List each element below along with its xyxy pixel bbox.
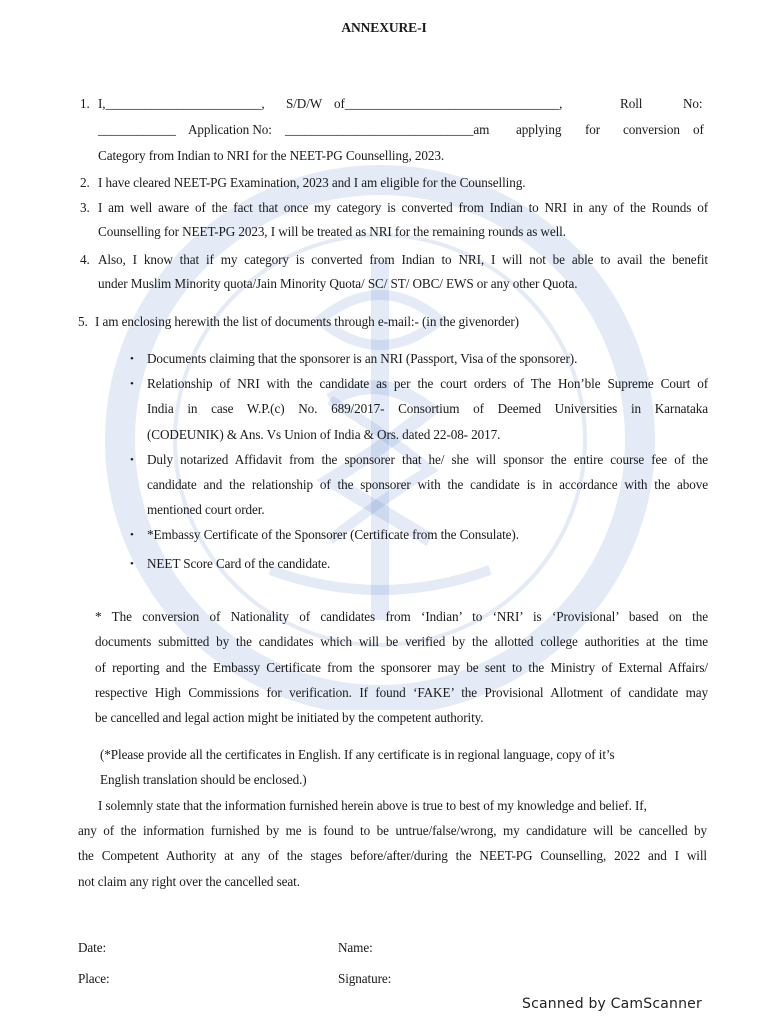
provisional-note: of reporting and the Embassy Certificate from the sponsorer may be sent to the Ministry of External Affairs/ xyxy=(95,660,708,675)
roll-blank: ____________ xyxy=(98,122,176,137)
item-number: 4. xyxy=(80,252,90,267)
item-text: I have cleared NEET-PG Examination, 2023 and I am eligible for the Counselling. xyxy=(98,175,526,190)
signature-label: Signature: xyxy=(338,971,392,986)
item-number: 3. xyxy=(80,200,90,215)
parent-field-label: of_________________________________, xyxy=(334,96,563,111)
bullet-text: NEET Score Card of the candidate. xyxy=(147,556,331,571)
english-note: English translation should be enclosed.) xyxy=(100,772,307,787)
declaration-text: not claim any right over the cancelled seat. xyxy=(78,874,300,889)
document-title: ANNEXURE-I xyxy=(341,20,427,35)
bullet-text: (CODEUNIK) & Ans. Vs Union of India & Ors. dated 22-08- 2017. xyxy=(147,427,501,442)
item-text: Also, I know that if my category is converted from Indian to NRI, I will not be able to avail the benefit xyxy=(98,252,708,267)
provisional-note: respective High Commissions for verification. If found ‘FAKE’ the Provisional Allotment of candidate may xyxy=(95,685,708,700)
bullet-text: Documents claiming that the sponsorer is an NRI (Passport, Visa of the sponsorer). xyxy=(147,351,578,366)
word: conversion xyxy=(623,122,680,137)
place-label: Place: xyxy=(78,971,110,986)
bullet-icon: • xyxy=(130,378,134,390)
provisional-note: documents submitted by the candidates which will be verified by the allotted college authorities at the time xyxy=(95,634,708,649)
item-text: I am well aware of the fact that once my category is converted from Indian to NRI in any of the Rounds of xyxy=(98,200,708,215)
bullet-icon: • xyxy=(130,454,134,466)
application-no-label: Application No: xyxy=(188,122,272,137)
declaration-text: the Competent Authority at any of the stages before/after/during the NEET-PG Counselling, 2022 and I will xyxy=(78,848,707,863)
bullet-text: mentioned court order. xyxy=(147,502,265,517)
bullet-text: candidate and the relationship of the sponsorer with the candidate is in accordance with the above xyxy=(147,477,708,492)
item-text: Category from Indian to NRI for the NEET-PG Counselling, 2023. xyxy=(98,148,445,163)
name-label: Name: xyxy=(338,940,373,955)
roll-label: Roll xyxy=(620,96,643,111)
bullet-icon: • xyxy=(130,558,134,570)
declaration-text: any of the information furnished by me is found to be untrue/false/wrong, my candidature will be cancelled by xyxy=(78,823,707,838)
bullet-text: Relationship of NRI with the candidate as per the court orders of The Hon’ble Supreme Court of xyxy=(147,376,708,391)
english-note: (*Please provide all the certificates in English. If any certificate is in regional language, copy of it’s xyxy=(100,747,615,762)
application-blank: _____________________________am xyxy=(285,122,490,137)
word: applying xyxy=(516,122,562,137)
item-number: 5. xyxy=(78,314,88,329)
word: of xyxy=(693,122,704,137)
item-text: under Muslim Minority quota/Jain Minority Quota/ SC/ ST/ OBC/ EWS or any other Quota. xyxy=(98,276,578,291)
item-number: 1. xyxy=(80,96,90,111)
provisional-note: be cancelled and legal action might be initiated by the competent authority. xyxy=(95,710,484,725)
scanner-watermark-text: Scanned by CamScanner xyxy=(522,996,702,1012)
relation-label: S/D/W xyxy=(286,96,323,111)
word: for xyxy=(585,122,601,137)
provisional-note: * The conversion of Nationality of candidates from ‘Indian’ to ‘NRI’ is ‘Provisional’ based on the xyxy=(95,609,708,624)
bullet-text: India in case W.P.(c) No. 689/2017- Consortium of Deemed Universities in Karnataka xyxy=(147,401,708,416)
bullet-text: *Embassy Certificate of the Sponsorer (Certificate from the Consulate). xyxy=(147,527,519,542)
bullet-text: Duly notarized Affidavit from the sponsorer that he/ she will sponsor the entire course fee of the xyxy=(147,452,708,467)
bullet-icon: • xyxy=(130,529,134,541)
roll-no-label: No: xyxy=(683,96,703,111)
item-number: 2. xyxy=(80,175,90,190)
declaration-text: I solemnly state that the information furnished herein above is true to best of my knowledge and belief. If, xyxy=(98,798,647,813)
name-field-label: I,________________________, xyxy=(98,96,265,111)
item-text: Counselling for NEET-PG 2023, I will be treated as NRI for the remaining rounds as well. xyxy=(98,224,566,239)
bullet-icon: • xyxy=(130,353,134,365)
date-label: Date: xyxy=(78,940,107,955)
item-text: I am enclosing herewith the list of documents through e-mail:- (in the givenorder) xyxy=(95,314,519,329)
